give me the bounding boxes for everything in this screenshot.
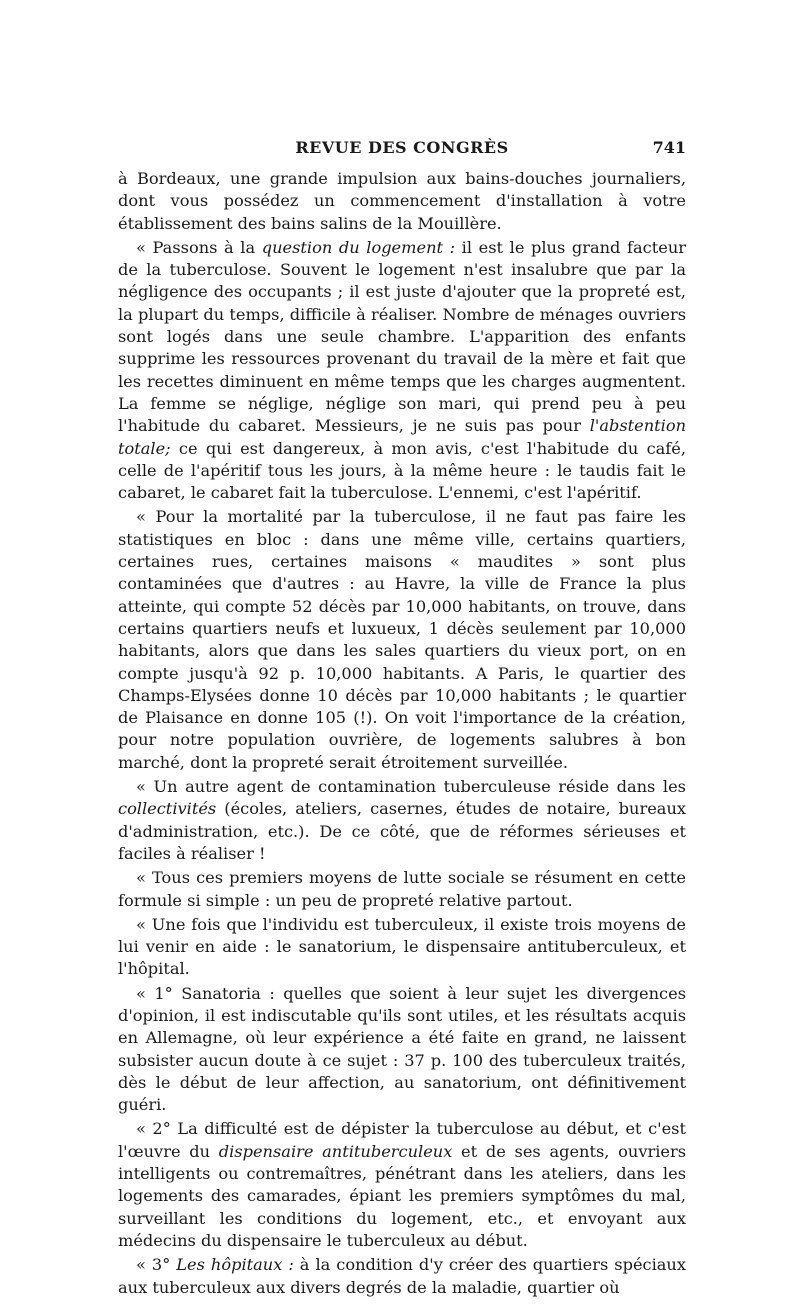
paragraph-1-text: à Bordeaux, une grande impulsion aux bains-douches journaliers, dont vous possédez un commencement d'installation à votre établissement des bains salins de la Mouillère. xyxy=(118,169,686,233)
paragraph-8-italic: dispensaire antituberculeux xyxy=(218,1141,453,1161)
paragraph-2-italic-b: l'abstention totale; xyxy=(118,416,686,458)
paragraph-1 xyxy=(118,168,686,235)
paragraph-4-text-b: (écoles, ateliers, casernes, études de notaire, bureaux d'administration, etc.). De ce côté, que de réformes sérieuses et faciles à réaliser ! xyxy=(118,799,686,863)
paragraph-2-italic-a: question du logement : xyxy=(261,237,456,257)
paragraph-8-text-a: « 2° La difficulté est de dépister la tuberculose au début, et c'est l'œuvre du xyxy=(118,1119,686,1161)
page-number: 741 xyxy=(652,138,686,157)
paragraph-5 xyxy=(118,867,686,912)
paragraph-9-text-a: « 3° xyxy=(136,1255,177,1275)
running-title: REVUE DES CONGRÈS xyxy=(295,138,509,157)
paragraph-9-text-b: à la condition d'y créer des quartiers spéciaux aux tuberculeux aux divers degrés de la maladie, quartier où xyxy=(118,1255,686,1297)
paragraph-6-text: « Une fois que l'individu est tuberculeux, il existe trois moyens de lui venir en aide : le sanatorium, le dispensaire antituberculeux, et l'hôpital. xyxy=(118,914,686,979)
paragraph-4 xyxy=(118,776,686,865)
paragraph-5-text: « Tous ces premiers moyens de lutte sociale se résument en cette formule si simple : un peu de propreté relative partout. xyxy=(118,868,686,910)
paragraph-8 xyxy=(118,1118,686,1252)
body-text xyxy=(118,168,686,1299)
paragraph-6 xyxy=(118,914,686,981)
paragraph-2-text-a: « Passons à la xyxy=(136,237,262,257)
paragraph-4-text-a: « Un autre agent de contamination tuberculeuse réside dans les xyxy=(136,777,686,797)
paragraph-2-text-b: il est le plus grand facteur de la tuberculose. Souvent le logement n'est insalubre que par la négligence des occupants ; il est juste d'ajouter que la propreté est, la plupart du temps, difficile à réaliser. Nombre de ménages ouvriers sont logés dans une seule chambre. L'apparition des enfants supprime les ressources provenant du travail de la mère et fait que les recettes diminuent en même temps que les charges augmentent. La femme se néglige, néglige son mari, qui prend peu à peu l'habitude du cabaret. Messieurs, je ne suis pas pour xyxy=(118,237,686,436)
paragraph-3-text: « Pour la mortalité par la tuberculose, il ne faut pas faire les statistiques en bloc : dans une même ville, certains quartiers, certaines rues, certaines maisons « maudites » sont plus contaminées que d'autres : au Havre, la ville de France la plus atteinte, qui compte 52 décès par 10,000 habitants, on trouve, dans certains quartiers neufs et luxueux, 1 décès seulement par 10,000 habitants, alors que dans les sales quartiers du vieux port, on en compte jusqu'à 92 p. 10,000 habitants. A Paris, le quartier des Champs-Elysées donne 10 décès par 10,000 habitants ; le quartier de Plaisance en donne 105 (!). On voit l'importance de la création, pour notre population ouvrière, de logements salubres à bon marché, dont la propreté serait étroitement surveillée. xyxy=(118,507,686,772)
paragraph-8-text-b: et de ses agents, ouvriers intelligents ou contremaîtres, pénétrant dans les ateliers, dans les logements des camarades, épiant les premiers symptômes du mal, surveillant les conditions du logement, etc., et envoyant aux médecins du dispensaire le tuberculeux au début. xyxy=(118,1141,686,1250)
paragraph-9-italic: Les hôpitaux : xyxy=(176,1255,294,1275)
paragraph-9 xyxy=(118,1254,686,1299)
paragraph-2-text-c: ce qui est dangereux, à mon avis, c'est l'habitude du café, celle de l'apéritif tous les jours, à la même heure : le taudis fait le cabaret, le cabaret fait la tuberculose. L'ennemi, c'est l'apéritif. xyxy=(118,438,686,503)
paragraph-2 xyxy=(118,237,686,505)
paragraph-7-text: « 1° Sanatoria : quelles que soient à leur sujet les divergences d'opinion, il est indiscutable qu'ils sont utiles, et les résultats acquis en Allemagne, où leur expérience a été faite en grand, ne laissent subsister aucun doute à ce sujet : 37 p. 100 des tuberculeux traités, dès le début de leur affection, au sanatorium, ont définitivement guéri. xyxy=(118,983,686,1115)
paragraph-7 xyxy=(118,983,686,1117)
paragraph-3 xyxy=(118,506,686,774)
paragraph-4-italic: collectivités xyxy=(118,799,217,819)
page-header xyxy=(118,138,686,160)
